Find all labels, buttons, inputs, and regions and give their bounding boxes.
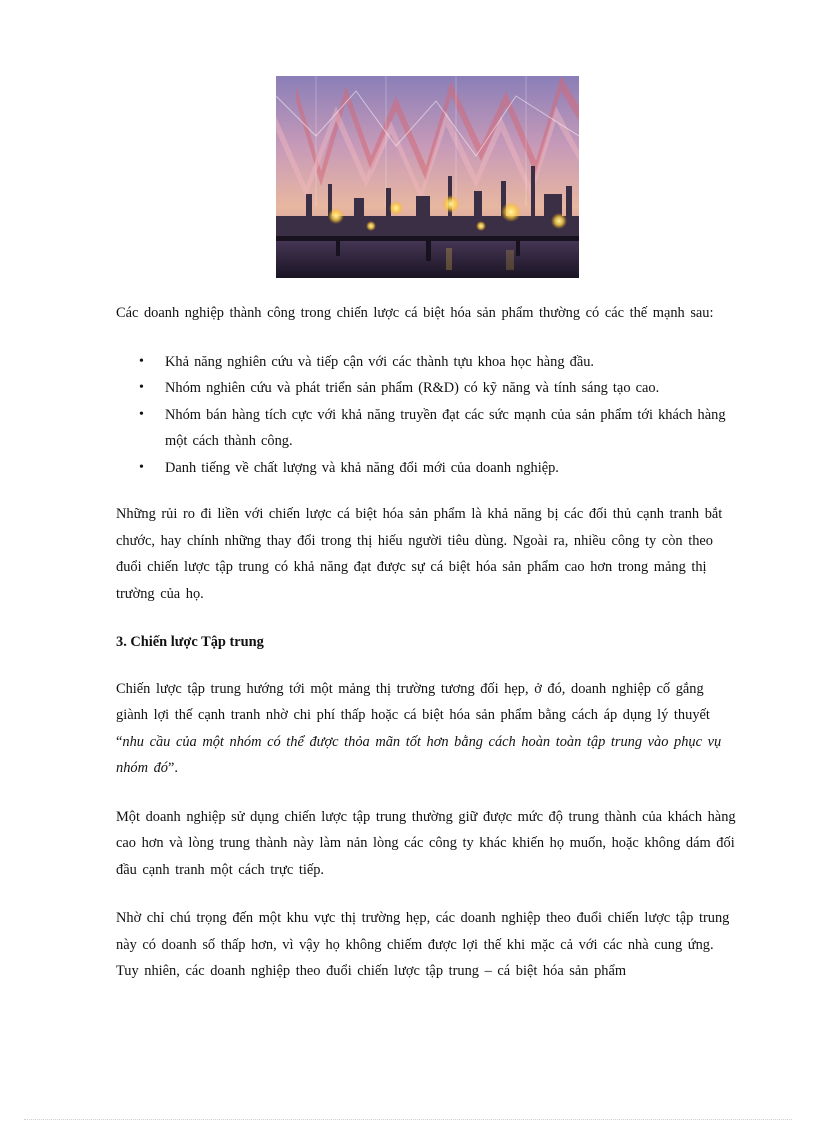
page-bottom-divider xyxy=(24,1119,792,1120)
paragraph-text: ”. xyxy=(167,760,178,776)
list-item: • Danh tiếng về chất lượng và khả năng đổi mới của doanh nghiệp. xyxy=(116,455,736,482)
risks-paragraph: Những rủi ro đi liền với chiến lược cá biệt hóa sản phẩm là khả năng bị các đối thủ cạnh tranh bắt chước, hay chính những thay đổi trong thị hiếu người tiêu dùng. Ngoài ra, nhiều công ty còn theo đuổi chiến lược tập trung có khả năng đạt được sự cá biệt hóa sản phẩm cao hơn trong mảng thị trường của họ. xyxy=(116,506,723,602)
paragraph-text: Chiến lược tập trung hướng tới một mảng thị trường tương đối hẹp, ở đó, doanh nghiệp cố gắng giành lợi thế cạnh tranh nhờ chi phí thấp hoặc cá biệt hóa sản phẩm bằng cách áp dụng lý thuyết “ xyxy=(116,680,710,750)
list-item: • Nhóm bán hàng tích cực với khả năng truyền đạt các sức mạnh của sản phẩm tới khách hàng một cách thành công. xyxy=(116,402,736,455)
narrow-market-paragraph: Nhờ chỉ chú trọng đến một khu vực thị trường hẹp, các doanh nghiệp theo đuổi chiến lược tập trung này có doanh số thấp hơn, vì vậy họ không chiếm được lợi thế khi mặc cả với các nhà cung ứng. Tuy nhiên, các doanh nghiệp theo đuổi chiến lược tập trung – cá biệt hóa sản phẩm xyxy=(116,910,730,979)
strengths-list xyxy=(116,349,736,482)
section-heading: 3. Chiến lược Tập trung xyxy=(116,634,264,650)
list-item: • Khả năng nghiên cứu và tiếp cận với các thành tựu khoa học hàng đầu. xyxy=(116,349,736,376)
intro-paragraph: Các doanh nghiệp thành công trong chiến lược cá biệt hóa sản phẩm thường có các thế mạnh sau: xyxy=(116,305,714,321)
loyalty-paragraph: Một doanh nghiệp sử dụng chiến lược tập trung thường giữ được mức độ trung thành của khách hàng cao hơn và lòng trung thành này làm nản lòng các công ty khác khiến họ muốn, hoặc không dám đối đầu cạnh tranh một cách trực tiếp. xyxy=(116,808,736,878)
quoted-theory: nhu cầu của một nhóm có thể được thỏa mãn tốt hơn bằng cách hoàn toàn tập trung vào phục vụ nhóm đó xyxy=(116,733,722,776)
refinery-chart-photo xyxy=(276,76,579,278)
list-item: • Nhóm nghiên cứu và phát triển sản phẩm (R&D) có kỹ năng và tính sáng tạo cao. xyxy=(116,375,736,402)
focus-definition-paragraph xyxy=(116,676,736,782)
document-body xyxy=(116,300,736,1007)
